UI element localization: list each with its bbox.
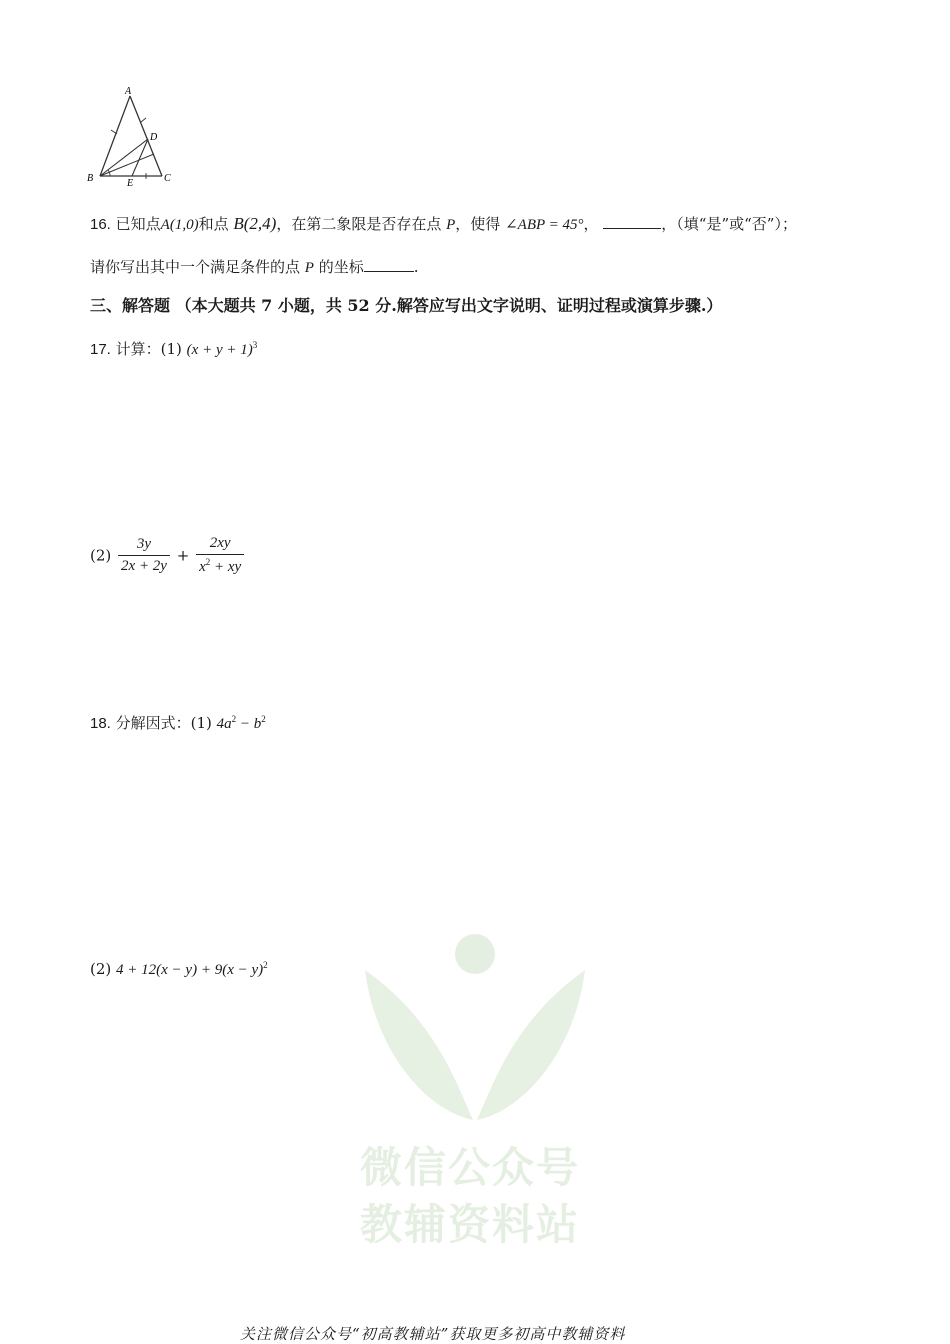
q17-fraction-1 <box>118 536 170 575</box>
section-3-heading: 三、解答题 （本大题共 7 小题，共 52 分.解答应写出文字说明、证明过程或演算步骤.） <box>90 296 723 315</box>
watermark <box>355 930 595 1250</box>
answer-blank-2[interactable] <box>364 257 414 272</box>
question-18-number: 18. <box>90 715 111 732</box>
label-b: B <box>87 173 94 184</box>
point-a: A(1,0) <box>160 217 199 233</box>
label-c: C <box>164 173 171 184</box>
question-16-number: 16. <box>90 216 111 233</box>
question-18-part-1 <box>90 712 266 733</box>
q17-frac2-denominator: $x^2$ + xy <box>199 557 242 575</box>
q18-exponent-2: 2 <box>263 960 268 970</box>
q18-expression-1: $4a^2 - b^2$ <box>216 714 266 732</box>
q16-text-3: ，在第二象限是否存在点 <box>276 215 442 233</box>
q16-text-2: 和点 <box>198 215 229 233</box>
q16-text-5: ， <box>583 215 599 233</box>
q18-part2-label: (2) <box>90 960 112 978</box>
watermark-text-1: 微信公众号 <box>360 1143 581 1192</box>
q16-text-6: ，（填“是”或“否”）； <box>661 215 797 233</box>
footer-text: 关注微信公众号“初高教辅站”获取更多初高中教辅资料 <box>240 1325 626 1343</box>
question-17-part-2 <box>90 535 246 576</box>
q16-line2-text-2: 的坐标 <box>318 258 364 276</box>
q17-exponent-1: 3 <box>252 340 258 350</box>
question-17-number: 17. <box>90 341 111 358</box>
triangle-figure <box>84 82 179 187</box>
q17-part2-label: (2) <box>90 546 112 565</box>
label-e: E <box>127 178 134 187</box>
q16-line2-text-1: 请你写出其中一个满足条件的点 <box>90 258 301 276</box>
q17-frac2-numerator: 2xy <box>196 535 244 555</box>
question-16-line-1 <box>90 213 797 234</box>
label-d: D <box>150 132 158 143</box>
q17-expression-1: (x + y + 1) <box>186 342 253 358</box>
q18-label: 分解因式：(1) <box>115 714 212 732</box>
triangle-diagram <box>84 82 179 187</box>
answer-blank-1[interactable] <box>603 214 661 229</box>
question-16-line-2 <box>90 256 419 277</box>
q16-text-1: 已知点 <box>115 215 161 233</box>
watermark-logo-icon <box>355 930 595 1130</box>
angle-abp: ∠ABP = 45° <box>505 217 584 233</box>
q17-plus: + <box>176 546 190 565</box>
watermark-text-2: 教辅资料站 <box>360 1200 581 1249</box>
q16-text-4: ，使得 <box>455 215 501 233</box>
question-18-part-2 <box>90 960 268 979</box>
label-a: A <box>125 86 132 97</box>
q17-frac1-denominator: 2x + 2y <box>121 558 167 574</box>
question-17-part-1 <box>90 338 257 359</box>
point-b: B(2,4) <box>233 214 277 233</box>
q16-line2-text-3: . <box>413 258 419 276</box>
q17-fraction-2 <box>196 535 244 576</box>
point-p: P <box>446 217 456 233</box>
q17-label: 计算：(1) <box>115 340 182 358</box>
q17-frac1-numerator: 3y <box>118 536 170 556</box>
q18-expression-2: 4 + 12(x − y) + 9(x − y) <box>116 962 264 978</box>
point-p-2: P <box>304 260 314 276</box>
